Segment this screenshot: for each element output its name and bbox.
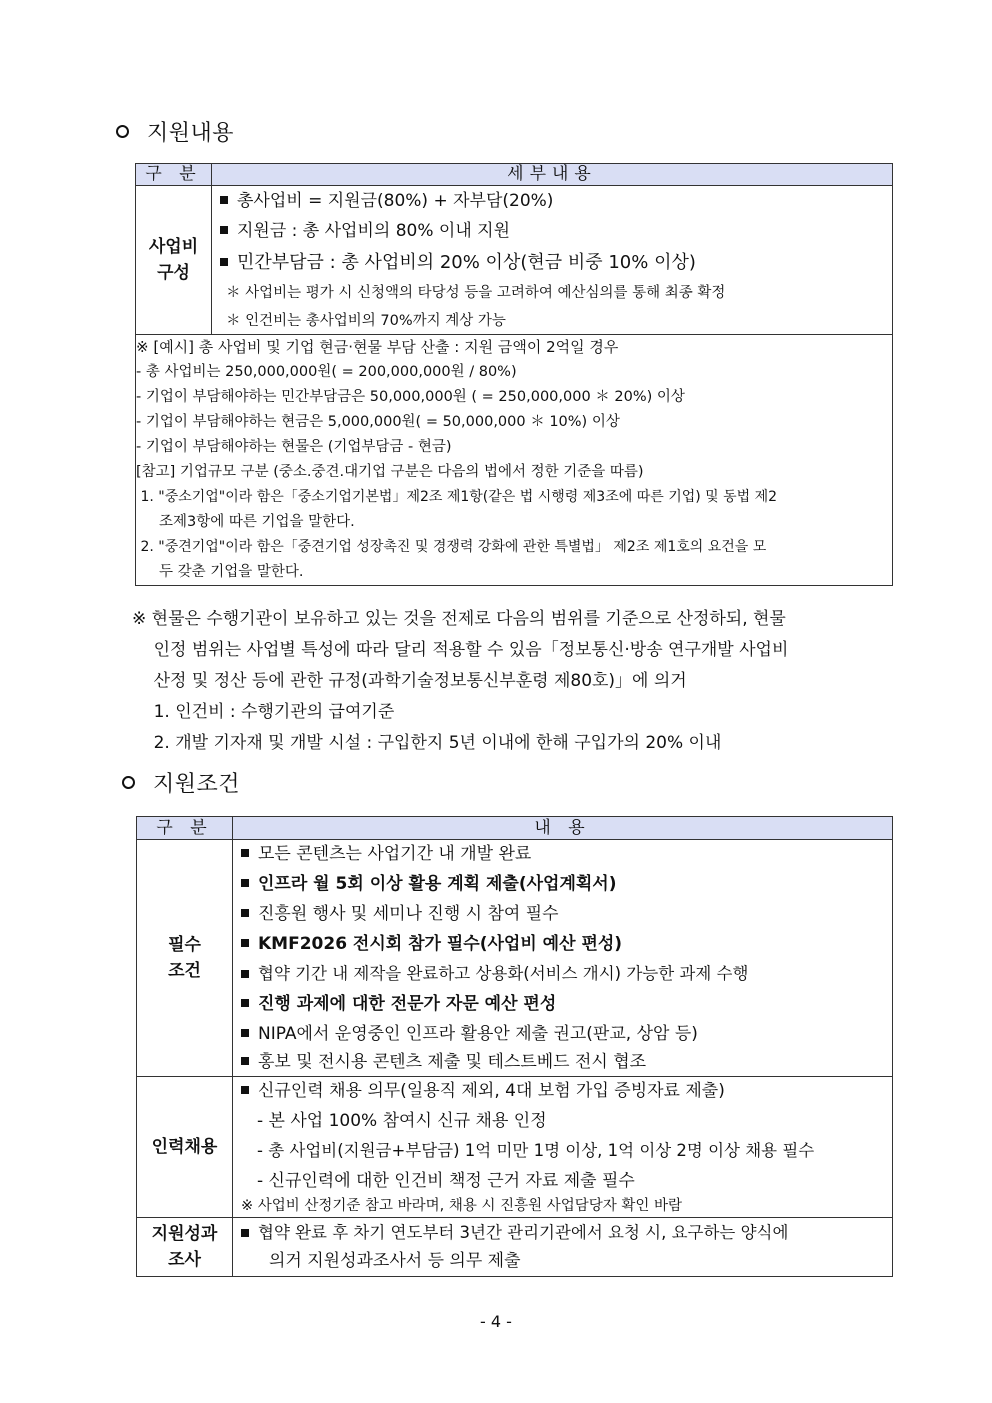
list-item: 모든 콘텐츠는 사업기간 내 개발 완료 xyxy=(233,840,892,869)
table-header-content: 내 용 xyxy=(233,817,893,840)
square-bullet-icon xyxy=(241,1029,249,1037)
example-line: - 총 사업비는 250,000,000원( = 200,000,000원 / 80%) xyxy=(136,364,517,380)
note-line: 인정 범위는 사업별 특성에 따라 달리 적용할 수 있음「정보통신·방송 연구개발 사업비 xyxy=(132,640,789,660)
list-item: 인프라 월 5회 이상 활용 계획 제출(사업계획서) xyxy=(233,869,892,899)
square-bullet-icon xyxy=(241,849,249,857)
square-bullet-icon xyxy=(241,999,249,1007)
example-block xyxy=(136,335,893,586)
sub-note: ＊ 사업비는 평가 시 신청액의 타당성 등을 고려하여 예산심의를 통해 최종 확정 xyxy=(226,285,726,301)
square-bullet-icon xyxy=(220,196,228,204)
list-item: 진행 과제에 대한 전문가 자문 예산 편성 xyxy=(233,989,892,1019)
example-line: - 기업이 부담해야하는 민간부담금은 50,000,000원 ( = 250,000,000 ＊ 20%) 이상 xyxy=(136,389,685,405)
sub-item: - 신규인력에 대한 인건비 책정 근거 자료 제출 필수 xyxy=(257,1171,635,1191)
list-item: KMF2026 전시회 참가 필수(사업비 예산 편성) xyxy=(233,929,892,959)
example-line: 조제3항에 따른 기업을 말한다. xyxy=(136,514,355,530)
square-bullet-icon xyxy=(241,939,249,947)
list-item: 홍보 및 전시용 콘텐츠 제출 및 테스트베드 전시 협조 xyxy=(233,1049,892,1076)
table-header-category: 구 분 xyxy=(136,164,212,186)
note-line: 1. 인건비 : 수행기관의 급여기준 xyxy=(132,702,395,722)
example-line: - 기업이 부담해야하는 현금은 5,000,000원( = 50,000,000 ＊ 10%) 이상 xyxy=(136,414,620,430)
note-line: 2. 개발 기자재 및 개발 시설 : 구입한지 5년 이내에 한해 구입가의 20% 이내 xyxy=(132,733,722,753)
square-bullet-icon xyxy=(241,1057,249,1065)
square-bullet-icon xyxy=(241,1229,249,1237)
list-item-continuation: 의거 지원성과조사서 등 의무 제출 xyxy=(269,1251,521,1271)
square-bullet-icon xyxy=(241,970,249,978)
list-item: 지원금 : 총 사업비의 80% 이내 지원 xyxy=(212,216,892,247)
square-bullet-icon xyxy=(220,258,228,266)
example-line: 두 갖춘 기업을 말한다. xyxy=(136,564,304,580)
square-bullet-icon xyxy=(241,909,249,917)
list-item: 민간부담금 : 총 사업비의 20% 이상(현금 비중 10% 이상) xyxy=(212,247,892,279)
circle-bullet-icon xyxy=(116,125,129,138)
budget-composition-cell xyxy=(212,186,893,335)
section-heading-support-content xyxy=(112,116,234,147)
row-label-performance-survey: 지원성과 조사 xyxy=(137,1218,233,1277)
hiring-cell xyxy=(233,1077,893,1218)
example-line: ※ [예시] 총 사업비 및 기업 현금·현물 부담 산출 : 지원 금액이 2억일 경우 xyxy=(136,338,619,356)
square-bullet-icon xyxy=(241,879,249,887)
sub-note: ＊ 인건비는 총사업비의 70%까지 계상 가능 xyxy=(226,313,506,329)
performance-survey-cell xyxy=(233,1218,893,1277)
section-title: 지원조건 xyxy=(153,772,241,797)
sub-item: - 총 사업비(지원금+부담금) 1억 미만 1명 이상, 1억 이상 2명 이상 채용 필수 xyxy=(257,1141,815,1160)
sub-item: - 본 사업 100% 참여시 신규 채용 인정 xyxy=(257,1111,547,1131)
example-line: 1. "중소기업"이라 함은「중소기업기본법」제2조 제1항(같은 법 시행령 제3조에 따른 기업) 및 동법 제2 xyxy=(136,489,778,505)
row-label-budget: 사업비 구성 xyxy=(136,186,212,335)
note-line: 산정 및 정산 등에 관한 규정(과학기술정보통신부훈령 제80호)」에 의거 xyxy=(132,671,687,691)
square-bullet-icon xyxy=(241,1086,249,1094)
example-line: [참고] 기업규모 구분 (중소.중견.대기업 구분은 다음의 법에서 정한 기준을 따름) xyxy=(136,464,644,480)
required-conditions-cell xyxy=(233,840,893,1077)
row-label-required: 필수 조건 xyxy=(137,840,233,1077)
page-number: - 4 - xyxy=(480,1312,512,1331)
note-line: ※ 현물은 수행기관이 보유하고 있는 것을 전제로 다음의 범위를 기준으로 산정하되, 현물 xyxy=(132,609,786,629)
example-line: - 기업이 부담해야하는 현물은 (기업부담금 - 현금) xyxy=(136,439,452,455)
list-item: 협약 기간 내 제작을 완료하고 상용화(서비스 개시) 가능한 과제 수행 xyxy=(233,959,892,989)
square-bullet-icon xyxy=(220,226,228,234)
row-label-hiring: 인력채용 xyxy=(137,1077,233,1218)
section-heading-support-conditions xyxy=(118,767,240,798)
circle-bullet-icon xyxy=(122,776,135,789)
in-kind-note xyxy=(132,604,902,759)
hiring-note: ※ 사업비 산정기준 참고 바라며, 채용 시 진흥원 사업담당자 확인 바람 xyxy=(241,1198,683,1214)
list-item: 진흥원 행사 및 세미나 진행 시 참여 필수 xyxy=(233,899,892,929)
section-title: 지원내용 xyxy=(147,121,235,146)
table-header-category: 구 분 xyxy=(137,817,233,840)
list-item: NIPA에서 운영중인 인프라 활용안 제출 권고(판교, 상암 등) xyxy=(233,1019,892,1049)
example-line: 2. "중견기업"이라 함은「중견기업 성장촉진 및 경쟁력 강화에 관한 특별법」 제2조 제1호의 요건을 모 xyxy=(136,539,767,555)
list-item: 신규인력 채용 의무(일용직 제외, 4대 보험 가입 증빙자료 제출) xyxy=(233,1077,892,1106)
support-content-table xyxy=(135,163,893,586)
table-header-details: 세부내용 xyxy=(212,164,893,186)
list-item: 협약 완료 후 차기 연도부터 3년간 관리기관에서 요청 시, 요구하는 양식에 xyxy=(233,1218,892,1247)
list-item: 총사업비 = 지원금(80%) + 자부담(20%) xyxy=(212,187,892,216)
support-conditions-table xyxy=(136,816,893,1277)
